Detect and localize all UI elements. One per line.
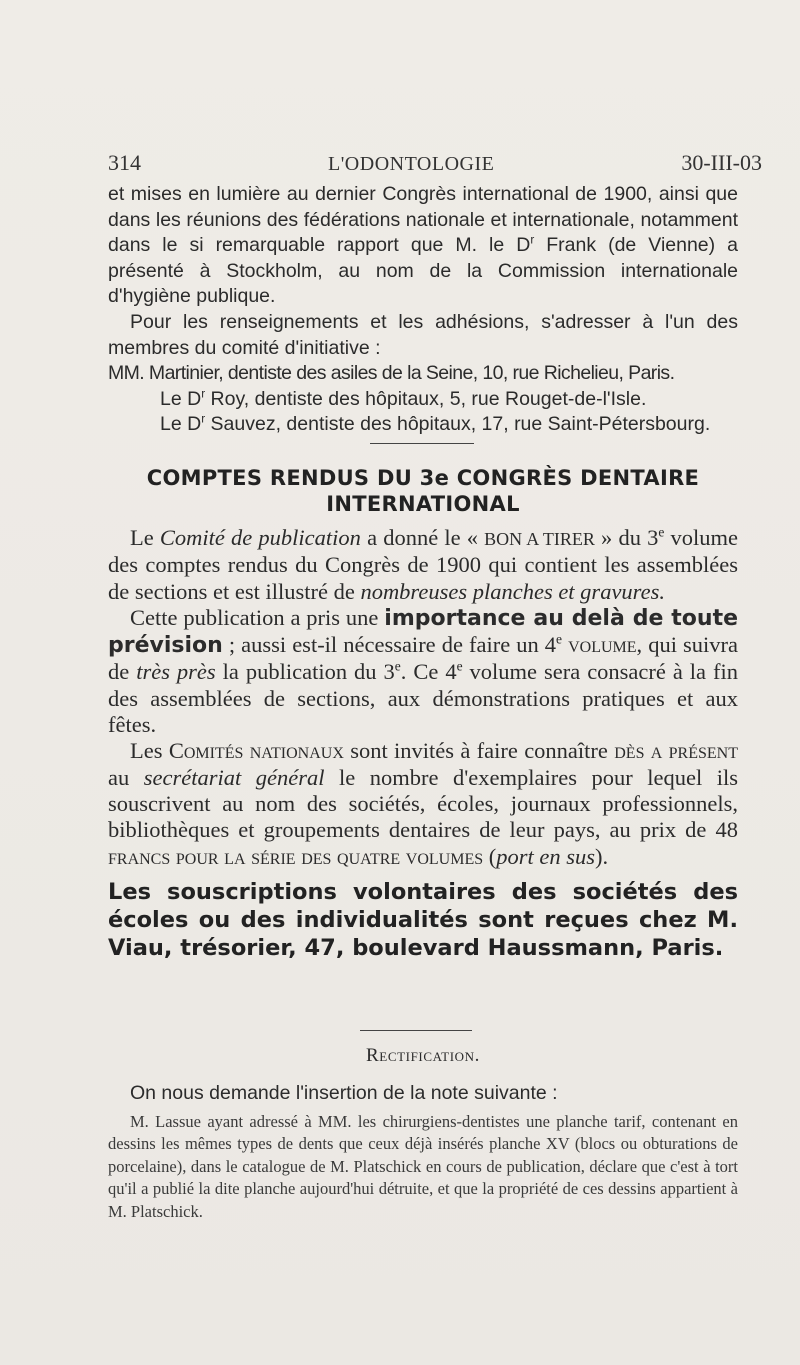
section-rectification <box>108 1045 738 1223</box>
journal-title: L'ODONTOLOGIE <box>327 153 495 175</box>
member-sauvez: Le $D^r$ Sauvez, dentiste des hôpitaux, 17, rue Saint-Pétersbourg. <box>160 412 711 436</box>
rectification-intro: On nous demande l'insertion de la note suivante : <box>130 1082 558 1104</box>
page-number: 314 <box>108 150 141 175</box>
paragraph-comites: Les Comités nationaux sont invités à faire connaître dès a présent au secrétariat général le nombre d'exemplaires pour lequel ils souscrivent au nom des sociétés, écoles, journaux professionnels, bibliothèques et groupements dentaires de leur pays, au prix de 48 francs pour la série des quatre volumes (port en sus). <box>108 738 738 869</box>
member-roy: Le $D^r$ Roy, dentiste des hôpitaux, 5, rue Rouget-de-l'Isle. <box>160 387 647 410</box>
page-header <box>108 150 762 176</box>
divider-rule <box>370 443 474 444</box>
subscriptions-notice: Les souscriptions volontaires des sociétés des écoles ou des individualités sont reçues chez M. Viau, trésorier, 47, boulevard Haussmann, Paris. <box>108 878 738 961</box>
section-intro <box>108 182 738 438</box>
section-heading: COMPTES RENDUS DU 3e CONGRÈS DENTAIRE INTERNATIONAL <box>146 466 700 516</box>
intro-paragraph: et mises en lumière au dernier Congrès international de 1900, ainsi que dans les réunions des fédérations nationale et internationale, notamment dans le si remarquable rapport que M. le $D^r$ Frank (de Vienne) a présenté à Stockholm, au nom de la Commission internationale d'hygiène publique. <box>108 183 738 308</box>
issue-date: 30-III-03 <box>681 150 762 175</box>
rectification-title: Rectification. <box>366 1045 480 1066</box>
divider-rule-2 <box>360 1030 472 1031</box>
paragraph-publication: Le Comité de publication a donné le « BON A TIRER » du 3e volume des comptes rendus du Congrès de 1900 qui contient les assemblées de sections et est illustré de nombreuses planches et gravures. <box>108 524 739 604</box>
paragraph-importance: Cette publication a pris une importance au delà de toute prévision ; aussi est-il nécessaire de faire un 4e volume, qui suivra de très près la publication du 3e. Ce 4e volume sera consacré à la fin des assemblées de sections, aux démonstrations pratiques et aux fêtes. <box>108 604 739 738</box>
section-comptes-rendus <box>108 465 738 962</box>
rectification-note: M. Lassue ayant adressé à MM. les chirurgiens-dentistes une planche tarif, contenant en dessins les mêmes types de dents que ceux déjà insérés planche XV (blocs ou obturations de porcelaine), dans le catalogue de M. Platschick en cours de publication, déclare que c'est à tort qu'il a publié la dite planche aujourd'hui détruite, et que la propriété de ces dessins appartient à M. Platschick. <box>108 1111 738 1221</box>
member-martinier: MM. Martinier, dentiste des asiles de la Seine, 10, rue Richelieu, Paris. <box>108 362 675 385</box>
contact-paragraph: Pour les renseignements et les adhésions, s'adresser à l'un des membres du comité d'initiative : <box>108 310 738 359</box>
